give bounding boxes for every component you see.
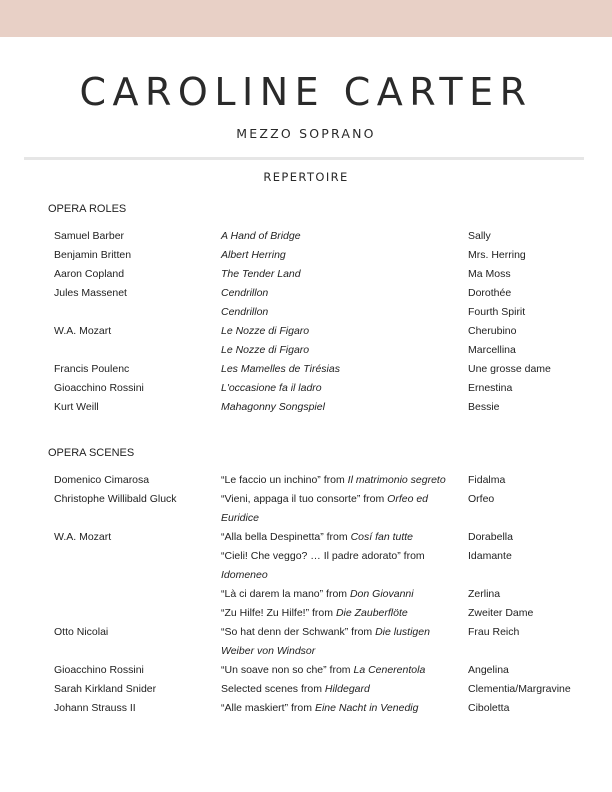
header-band: [0, 0, 612, 37]
opera-title: Il matrimonio segreto: [347, 474, 446, 486]
voice-type: MEZZO SOPRANO: [236, 126, 376, 141]
composer: Aaron Copland: [54, 268, 125, 280]
scene-row: [0, 585, 612, 604]
role-row: [0, 341, 612, 360]
role-row: [0, 303, 612, 322]
composer: Johann Strauss II: [54, 702, 136, 714]
scene-title: [221, 547, 461, 585]
role-name: Orfeo: [468, 493, 495, 505]
opera-title: Eine Nacht in Venedig: [314, 702, 419, 714]
scene-row: [0, 490, 612, 528]
role-name: Frau Reich: [468, 626, 520, 638]
opera-title: Don Giovanni: [349, 588, 414, 600]
scene-row: [0, 528, 612, 547]
composer: Francis Poulenc: [54, 363, 130, 375]
aria-title: “Le faccio un inchino” from: [221, 474, 348, 486]
role-name: Dorabella: [468, 531, 513, 543]
role-name: Zweiter Dame: [468, 607, 534, 619]
opera-title: Le Nozze di Figaro: [221, 325, 310, 337]
role-row: [0, 227, 612, 246]
role-name: Cherubino: [468, 325, 517, 337]
role-name: Dorothée: [468, 287, 512, 299]
scene-title: [221, 471, 461, 490]
opera-title: Hildegard: [324, 683, 370, 695]
divider: [24, 157, 584, 160]
scene-row: [0, 623, 612, 661]
role-row: [0, 379, 612, 398]
role-name: Bessie: [468, 401, 500, 413]
role-row: [0, 322, 612, 341]
aria-title: “Là ci darem la mano” from: [221, 588, 350, 600]
opera-title: A Hand of Bridge: [221, 230, 301, 242]
scene-title: [221, 528, 461, 547]
opera-title: L'occasione fa il ladro: [221, 382, 322, 394]
opera-title: Albert Herring: [221, 249, 286, 261]
aria-title: Selected scenes from: [221, 683, 325, 695]
composer: Otto Nicolai: [54, 626, 109, 638]
role-name: Clementia/Margravine: [468, 683, 571, 695]
opera-scenes-heading: OPERA SCENES: [48, 447, 135, 459]
opera-title: La Cenerentola: [353, 664, 426, 676]
opera-title: Die Zauberflöte: [335, 607, 408, 619]
opera-title: Cosí fan tutte: [350, 531, 414, 543]
role-row: [0, 398, 612, 417]
aria-title: “Un soave non so che” from: [221, 664, 354, 676]
scene-row: [0, 547, 612, 585]
aria-title: “Alle maskiert” from: [221, 702, 315, 714]
composer: Gioacchino Rossini: [54, 664, 144, 676]
aria-title: “Vieni, appaga il tuo consorte” from: [221, 493, 388, 505]
opera-title: Mahagonny Songspiel: [221, 401, 325, 413]
opera-title: Orfeo ed Euridice: [221, 493, 429, 524]
scene-title: [221, 661, 461, 680]
role-row: [0, 360, 612, 379]
composer: W.A. Mozart: [54, 325, 112, 337]
role-row: [0, 265, 612, 284]
composer: Benjamin Britten: [54, 249, 132, 261]
composer: Christophe Willibald Gluck: [54, 493, 177, 505]
composer: Domenico Cimarosa: [54, 474, 150, 486]
opera-title: Les Mamelles de Tirésias: [221, 363, 340, 375]
scene-row: [0, 604, 612, 623]
aria-title: “So hat denn der Schwank” from: [221, 626, 376, 638]
scene-title: [221, 604, 461, 623]
opera-roles-list: [0, 227, 612, 417]
role-name: Fidalma: [468, 474, 506, 486]
opera-title: The Tender Land: [221, 268, 301, 280]
scene-title: [221, 680, 461, 699]
role-row: [0, 284, 612, 303]
role-name: Sally: [468, 230, 491, 242]
aria-title: “Cieli! Che veggo? … Il padre adorato” from: [221, 550, 425, 562]
performer-name: CAROLINE CARTER: [79, 70, 533, 114]
role-name: Ernestina: [468, 382, 513, 394]
role-name: Une grosse dame: [468, 363, 551, 375]
composer: Kurt Weill: [54, 401, 99, 413]
composer: Samuel Barber: [54, 230, 125, 242]
opera-roles-heading: OPERA ROLES: [48, 203, 127, 215]
role-name: Zerlina: [468, 588, 501, 600]
composer: Sarah Kirkland Snider: [54, 683, 157, 695]
scene-row: [0, 680, 612, 699]
scene-title: [221, 585, 461, 604]
opera-title: Cendrillon: [221, 287, 269, 299]
opera-title: Cendrillon: [221, 306, 269, 318]
aria-title: “Zu Hilfe! Zu Hilfe!” from: [221, 607, 336, 619]
aria-title: “Alla bella Despinetta” from: [221, 531, 351, 543]
opera-title: Die lustigen Weiber von Windsor: [221, 626, 430, 657]
role-name: Ciboletta: [468, 702, 510, 714]
composer: W.A. Mozart: [54, 531, 112, 543]
scene-title: [221, 699, 461, 718]
role-name: Ma Moss: [468, 268, 511, 280]
composer: Jules Massenet: [54, 287, 127, 299]
scene-title: [221, 623, 461, 661]
opera-scenes-list: [0, 471, 612, 718]
section-title: REPERTOIRE: [263, 170, 349, 184]
role-name: Mrs. Herring: [468, 249, 526, 261]
role-row: [0, 246, 612, 265]
role-name: Fourth Spirit: [468, 306, 526, 318]
scene-row: [0, 699, 612, 718]
opera-title: Le Nozze di Figaro: [221, 344, 310, 356]
scene-row: [0, 661, 612, 680]
role-name: Angelina: [468, 664, 509, 676]
opera-title: Idomeneo: [221, 569, 268, 581]
scene-title: [221, 490, 461, 528]
role-name: Marcellina: [468, 344, 516, 356]
role-name: Idamante: [468, 550, 512, 562]
composer: Gioacchino Rossini: [54, 382, 144, 394]
scene-row: [0, 471, 612, 490]
